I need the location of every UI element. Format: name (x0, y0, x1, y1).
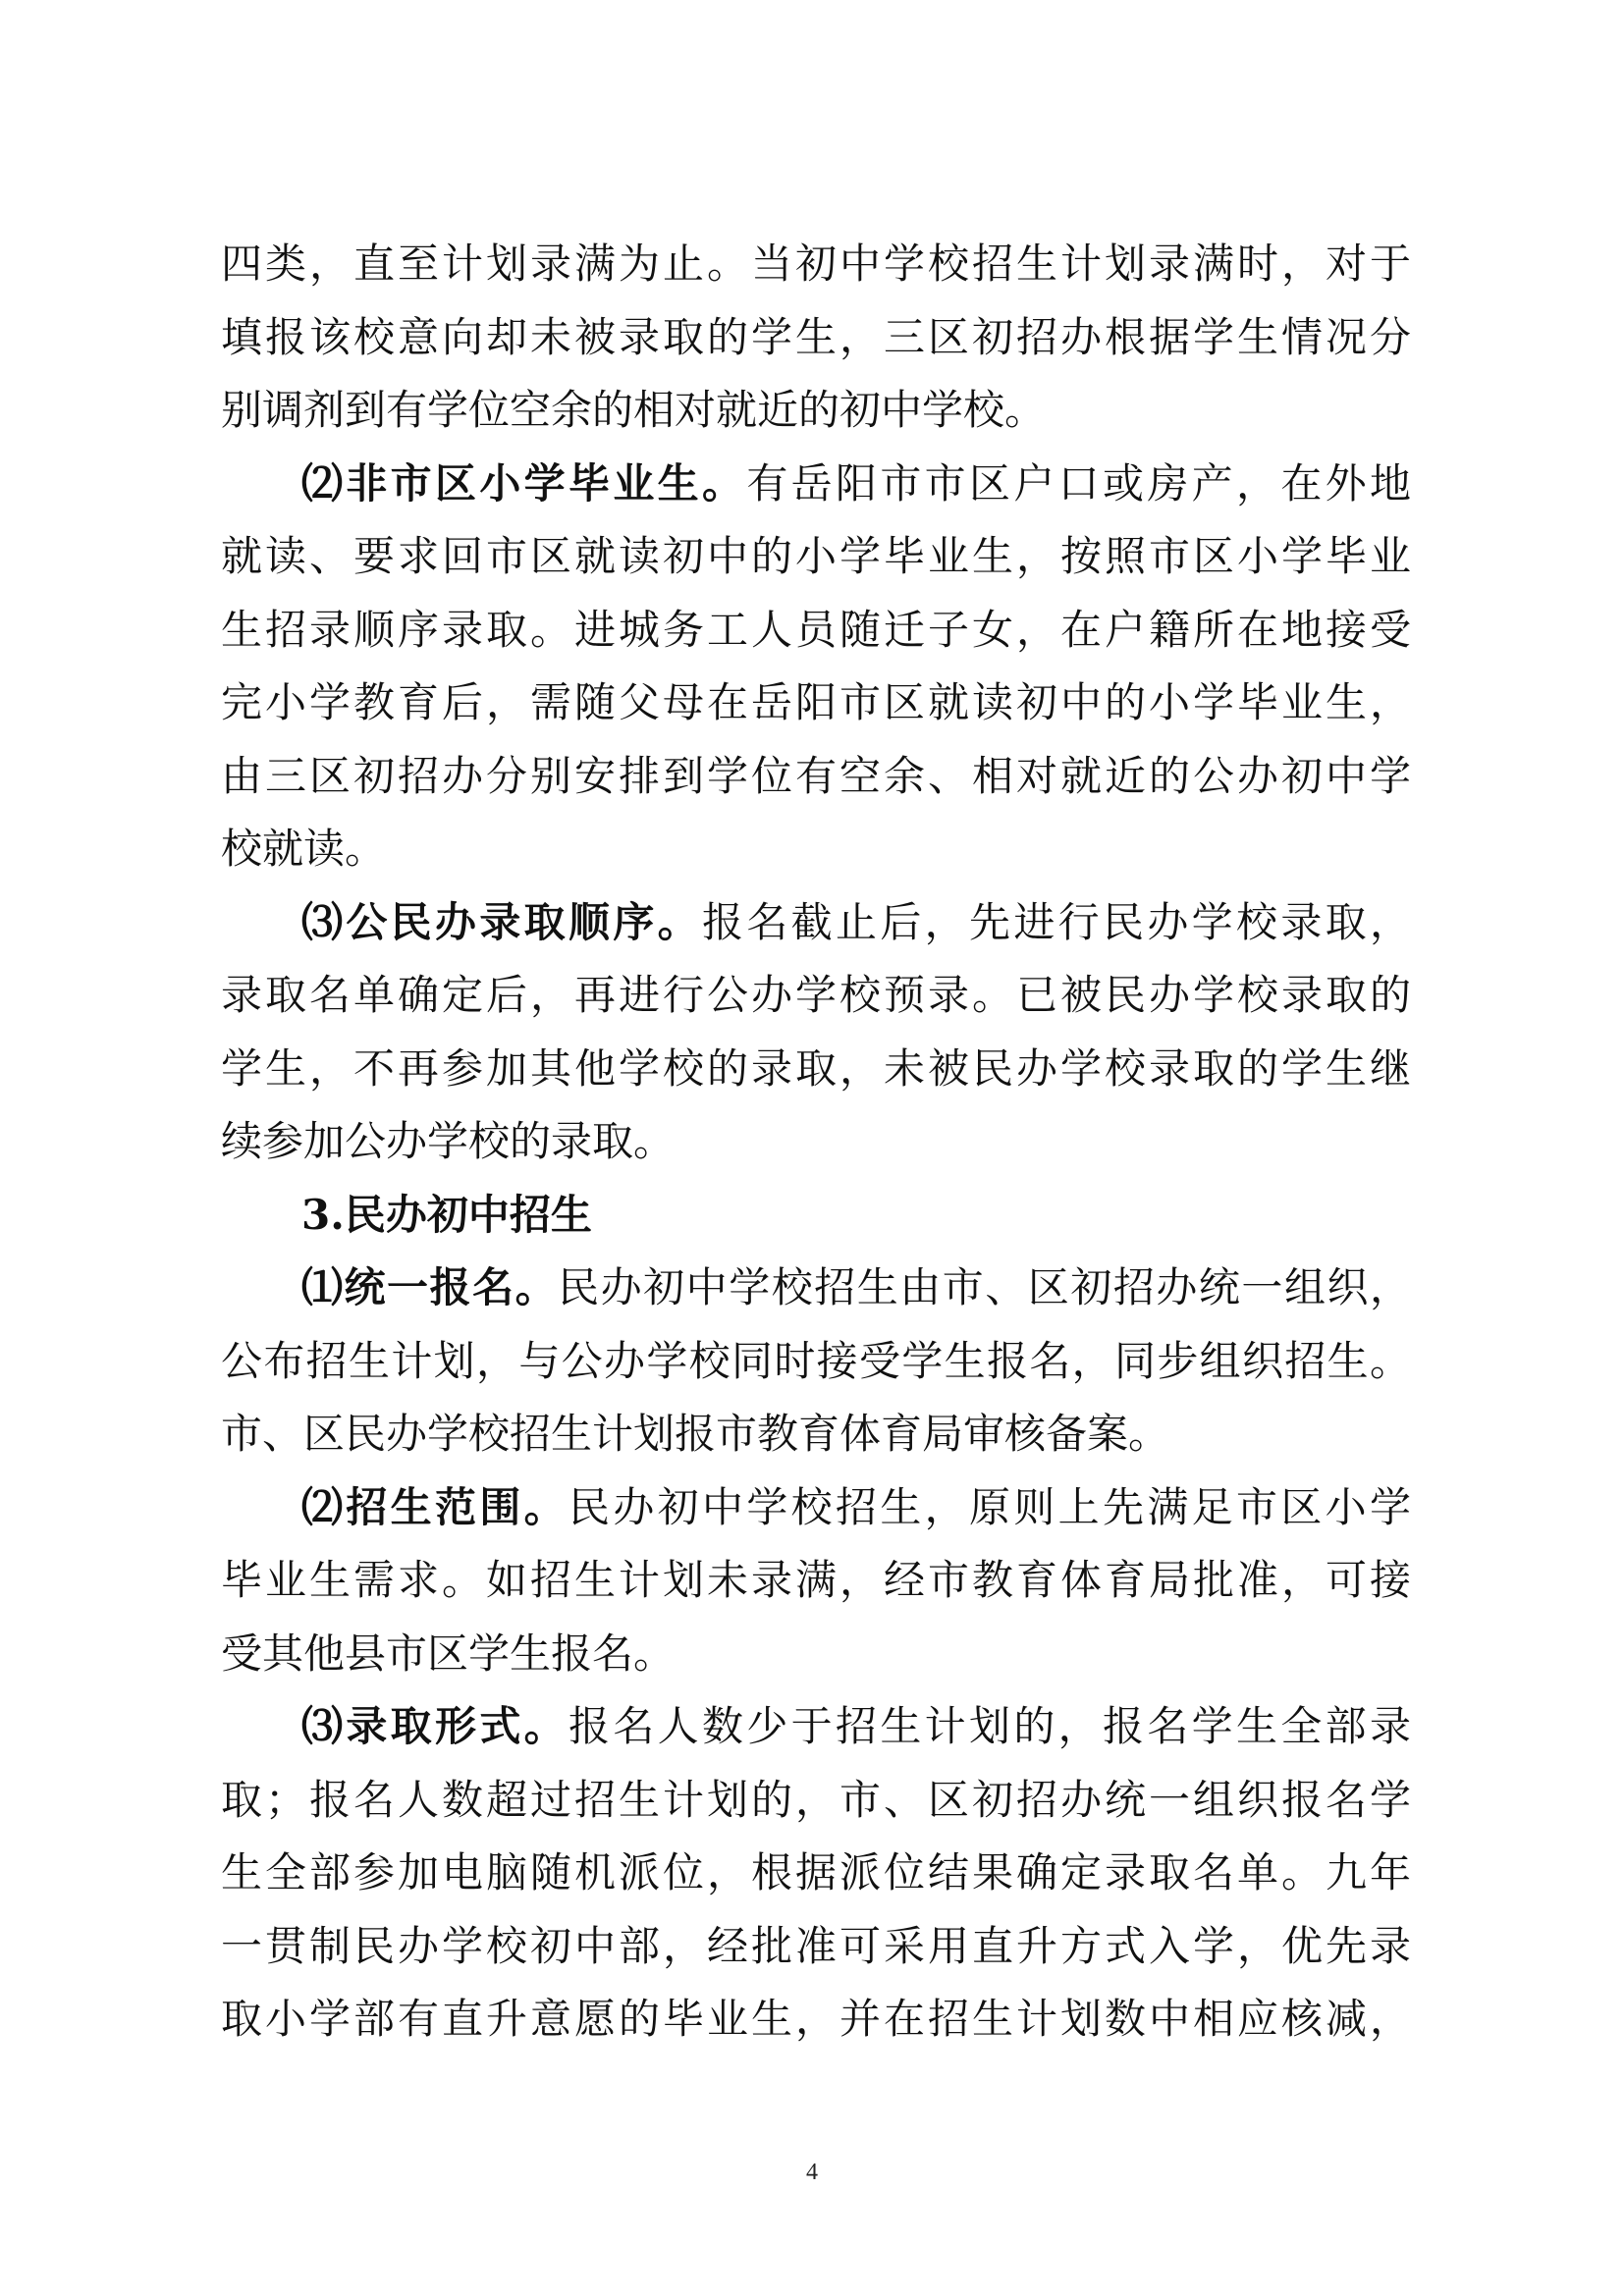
text-line (221, 1544, 1411, 1618)
body-text-segment: 取小学部有直升意愿的毕业生，并在招生计划数中相应核减， (221, 1995, 1411, 2043)
text-line (221, 228, 1411, 301)
body-text-segment: 生全部参加电脑随机派位，根据派位结果确定录取名单。九年 (221, 1848, 1411, 1896)
text-line (221, 1471, 1411, 1545)
bold-heading-text: ⑶公民办录取顺序。 (301, 897, 702, 946)
body-text-segment: 续参加公办学校的录取。 (221, 1117, 676, 1165)
text-line (221, 1252, 1411, 1325)
bold-heading-text: ⑴统一报名。 (301, 1263, 559, 1311)
text-line (221, 1033, 1411, 1106)
body-text-segment: 取；报名人数超过招生计划的，市、区初招办统一组织报名学 (221, 1775, 1411, 1824)
body-text-segment: 填报该校意向却未被录取的学生，三区初招办根据学生情况分 (221, 312, 1411, 361)
bold-heading-text: 3.民办初中招生 (301, 1190, 592, 1239)
text-line (221, 374, 1411, 448)
text-line (221, 1179, 1411, 1253)
body-text-segment: 有岳阳市市区户口或房产，在外地 (746, 458, 1411, 507)
body-text-segment: 报名人数少于招生计划的，报名学生全部录 (568, 1702, 1411, 1750)
body-text-segment: 民办初中学校招生，原则上先满足市区小学 (568, 1482, 1411, 1531)
body-text-segment: 民办初中学校招生由市、区初招办统一组织， (558, 1263, 1411, 1311)
text-line (221, 740, 1411, 814)
body-text-segment: 毕业生需求。如招生计划未录满，经市教育体育局批准，可接 (221, 1556, 1411, 1604)
body-text-segment: 校就读。 (221, 825, 387, 873)
body-text-segment: 四类，直至计划录满为止。当初中学校招生计划录满时，对于 (221, 240, 1411, 288)
text-line (221, 1764, 1411, 1838)
text-line (221, 813, 1411, 886)
body-text-segment: 受其他县市区学生报名。 (221, 1629, 676, 1678)
body-text-segment: 公布招生计划，与公办学校同时接受学生报名，同步组织招生。 (221, 1336, 1411, 1385)
body-text-segment: 报名截止后，先进行民办学校录取， (702, 897, 1411, 946)
body-text-segment: 完小学教育后，需随父母在岳阳市区就读初中的小学毕业生， (221, 678, 1411, 726)
bold-heading-text: ⑵招生范围。 (301, 1482, 568, 1531)
bold-heading-text: ⑵非市区小学毕业生。 (301, 458, 747, 507)
text-line (221, 1325, 1411, 1399)
body-text-segment: 别调剂到有学位空余的相对就近的初中学校。 (221, 386, 1047, 434)
text-line (221, 1105, 1411, 1179)
text-line (221, 301, 1411, 375)
text-line (221, 959, 1411, 1033)
text-line (221, 1690, 1411, 1764)
text-line (221, 448, 1411, 521)
text-line (221, 594, 1411, 667)
body-text-segment: 市、区民办学校招生计划报市教育体育局审核备案。 (221, 1410, 1170, 1458)
body-text (221, 228, 1411, 2056)
body-text-segment: 一贯制民办学校初中部，经批准可采用直升方式入学，优先录 (221, 1921, 1411, 1970)
text-line (221, 886, 1411, 960)
body-text-segment: 生招录顺序录取。进城务工人员随迁子女，在户籍所在地接受 (221, 605, 1411, 654)
text-line (221, 1837, 1411, 1910)
text-line (221, 1910, 1411, 1984)
body-text-segment: 学生，不再参加其他学校的录取，未被民办学校录取的学生继 (221, 1043, 1411, 1093)
text-line (221, 1618, 1411, 1691)
text-line (221, 520, 1411, 594)
text-line (221, 1398, 1411, 1471)
body-text-segment: 由三区初招办分别安排到学位有空余、相对就近的公办初中学 (221, 751, 1411, 800)
body-text-segment: 就读、要求回市区就读初中的小学毕业生，按照市区小学毕业 (221, 532, 1411, 580)
text-line (221, 1983, 1411, 2056)
text-line (221, 667, 1411, 740)
body-text-segment: 录取名单确定后，再进行公办学校预录。已被民办学校录取的 (221, 971, 1411, 1019)
bold-heading-text: ⑶录取形式。 (301, 1702, 568, 1750)
page-number: 4 (806, 2160, 818, 2185)
